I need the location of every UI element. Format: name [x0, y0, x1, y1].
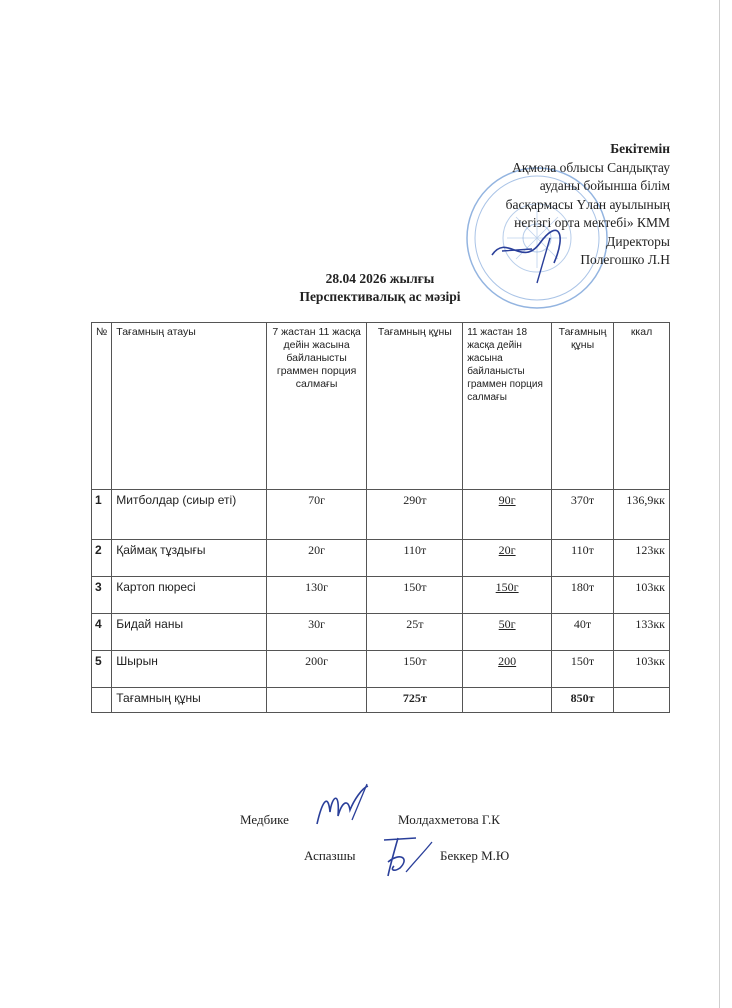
header-price-1: Тағамның құны: [367, 323, 463, 490]
approval-line: басқармасы Үлан ауылының: [505, 196, 670, 212]
header-price-2: Тағамның құны: [552, 323, 614, 490]
row-num: 4: [92, 614, 112, 651]
approval-line: негізгі орта мектебі» КММ: [514, 215, 670, 230]
row-name: Митболдар (сиыр еті): [112, 490, 266, 540]
row-weight-11-18: 50г: [463, 614, 552, 651]
cook-role: Аспазшы: [304, 848, 356, 863]
header-portion-7-11: 7 жастан 11 жасқа дейін жасына байланысты граммен порция салмағы: [266, 323, 367, 490]
row-weight-11-18: 150г: [463, 577, 552, 614]
page-edge-line: [719, 0, 720, 1008]
total-num-cell: [92, 688, 112, 713]
header-name: Тағамның атауы: [112, 323, 266, 490]
document-title: [230, 270, 530, 306]
total-empty-cell: [614, 688, 670, 713]
nurse-name: Молдахметова Г.К: [398, 812, 500, 827]
header-portion-11-18: 11 жастан 18 жасқа дейін жасына байланысты граммен порция салмағы: [463, 323, 552, 490]
approval-line: ауданы бойынша білім: [539, 178, 670, 193]
row-price-1: 150т: [367, 577, 463, 614]
approval-line: Директоры: [606, 233, 670, 249]
row-weight-7-11: 20г: [266, 540, 367, 577]
total-row: [92, 688, 670, 713]
total-price-1: 725т: [367, 688, 463, 713]
date-line: 28.04 2026 жылғы: [325, 271, 435, 286]
row-price-2: 110т: [552, 540, 614, 577]
approval-line: Ақмола облысы Сандықтау: [512, 159, 670, 175]
row-price-1: 150т: [367, 651, 463, 688]
row-num: 1: [92, 490, 112, 540]
row-weight-7-11: 130г: [266, 577, 367, 614]
row-name: Бидай наны: [112, 614, 266, 651]
row-weight-7-11: 70г: [266, 490, 367, 540]
row-name: Шырын: [112, 651, 266, 688]
row-price-2: 150т: [552, 651, 614, 688]
row-kcal: 133кк: [614, 614, 670, 651]
table-row: [92, 614, 670, 651]
approval-block: [506, 140, 670, 270]
row-num: 3: [92, 577, 112, 614]
row-price-1: 25т: [367, 614, 463, 651]
header-kcal: ккал: [614, 323, 670, 490]
row-kcal: 103кк: [614, 577, 670, 614]
row-name: Картоп пюресі: [112, 577, 266, 614]
row-weight-11-18: 200: [463, 651, 552, 688]
row-num: 2: [92, 540, 112, 577]
row-kcal: 103кк: [614, 651, 670, 688]
total-empty-cell: [463, 688, 552, 713]
table-row: [92, 577, 670, 614]
cook-signature: [376, 832, 436, 882]
row-weight-11-18: 20г: [463, 540, 552, 577]
row-price-2: 40т: [552, 614, 614, 651]
total-price-2: 850т: [552, 688, 614, 713]
header-row: [92, 323, 670, 490]
approval-heading: Бекітемін: [610, 141, 670, 156]
header-num: №: [92, 323, 112, 490]
total-empty-cell: [266, 688, 367, 713]
total-label: Тағамның құны: [112, 688, 266, 713]
nurse-signature: [312, 782, 372, 832]
row-price-2: 180т: [552, 577, 614, 614]
nurse-role: Медбике: [240, 812, 289, 827]
row-price-2: 370т: [552, 490, 614, 540]
row-name: Қаймақ тұздығы: [112, 540, 266, 577]
row-num: 5: [92, 651, 112, 688]
table-row: [92, 651, 670, 688]
menu-subtitle: Перспективалық ас мәзірі: [299, 289, 461, 304]
row-price-1: 110т: [367, 540, 463, 577]
row-kcal: 123кк: [614, 540, 670, 577]
menu-table: [91, 322, 670, 713]
cook-name: Беккер М.Ю: [440, 848, 510, 863]
row-weight-7-11: 200г: [266, 651, 367, 688]
row-price-1: 290т: [367, 490, 463, 540]
row-weight-11-18: 90г: [463, 490, 552, 540]
table-row: [92, 540, 670, 577]
row-kcal: 136,9кк: [614, 490, 670, 540]
row-weight-7-11: 30г: [266, 614, 367, 651]
table-row: [92, 490, 670, 540]
approval-line: Полегошко Л.Н: [580, 252, 670, 267]
